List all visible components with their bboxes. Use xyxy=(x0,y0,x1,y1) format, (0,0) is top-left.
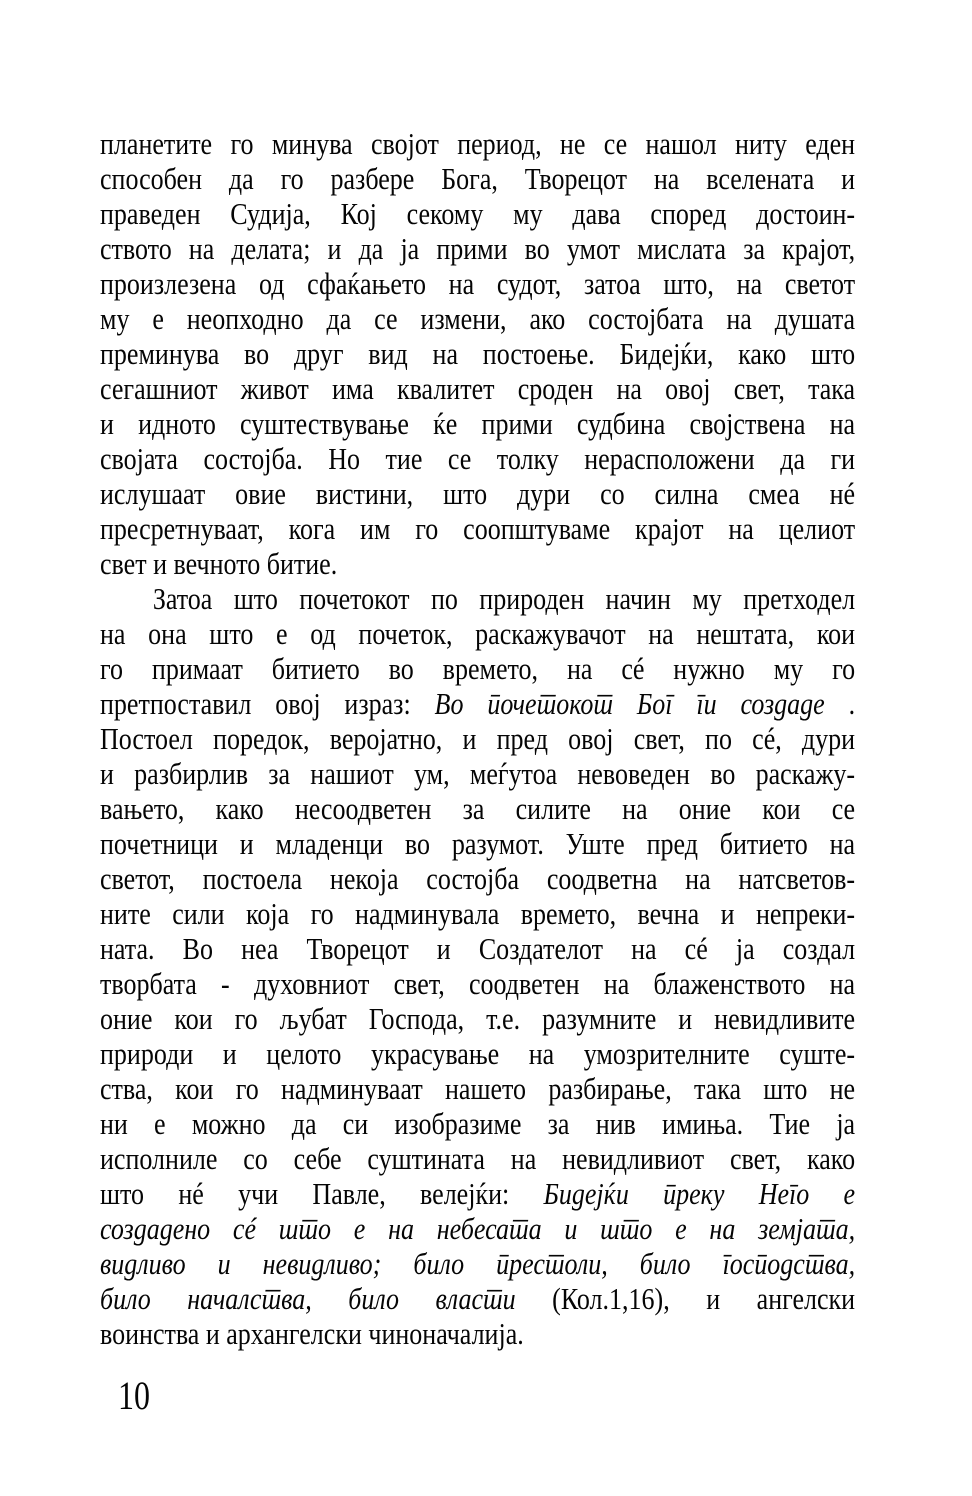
text-segment: природи и целото украсување на умозрителните суште- xyxy=(100,1036,856,1071)
text-line xyxy=(100,651,855,686)
text-line xyxy=(100,126,855,161)
text-line xyxy=(100,196,855,231)
text-line xyxy=(100,406,855,441)
text-line xyxy=(100,1281,855,1316)
italic-text-segment: Во почетокот Бог ги создаде xyxy=(434,686,825,721)
text-line xyxy=(100,1211,855,1246)
text-line xyxy=(100,826,855,861)
page-number: 10 xyxy=(118,1373,150,1418)
text-segment: на она што е од почеток, раскажувачот на нештата, кои xyxy=(100,616,856,651)
text-segment: сегашниот живот има квалитет сроден на овој свет, така xyxy=(100,371,856,406)
text-line xyxy=(100,931,855,966)
text-block xyxy=(100,126,855,1351)
text-line xyxy=(100,1071,855,1106)
text-segment: ните сили која го надминувала времето, вечна и непреки- xyxy=(100,896,856,931)
italic-text-segment: создадено сé што е на небесата и што е на земјата, xyxy=(100,1211,856,1246)
italic-text-segment: Бидејќи преку Него е xyxy=(543,1176,856,1211)
text-segment: што нé учи Павле, велејќи: xyxy=(100,1176,544,1211)
text-line xyxy=(100,721,855,756)
text-segment: Постоел поредок, веројатно, и пред овој свет, по сé, дури xyxy=(100,721,856,756)
text-line xyxy=(100,266,855,301)
italic-text-segment: видливо и невидливо; било престоли, било господства, xyxy=(100,1246,856,1281)
text-line xyxy=(100,546,855,581)
text-line xyxy=(100,1176,855,1211)
text-line xyxy=(100,686,855,721)
text-line xyxy=(100,581,855,616)
text-segment: пресретнуваат, кога им го соопштуваме крајот на целиот xyxy=(100,511,856,546)
text-segment: му е неопходно да се измени, ако состојбата на душата xyxy=(100,301,856,336)
text-segment: и идното суштествување ќе прими судбина својствена на xyxy=(100,406,856,441)
text-segment: ни е можно да си изобразиме за нив имиња. Тие ја xyxy=(100,1106,856,1141)
text-line xyxy=(100,1141,855,1176)
text-line xyxy=(100,1106,855,1141)
text-segment: . xyxy=(824,686,856,721)
text-segment: творбата - духовниот свет, соодветен на блаженството на xyxy=(100,966,856,1001)
text-segment: ислушаат овие вистини, што дури со силна смеа нé xyxy=(100,476,856,511)
text-line xyxy=(100,896,855,931)
text-line xyxy=(100,966,855,1001)
text-segment: ната. Во неа Творецот и Создателот на сé ја создал xyxy=(100,931,856,966)
text-segment: (Кол.1,16), и ангелски xyxy=(515,1281,856,1316)
text-line xyxy=(100,336,855,371)
text-segment: оние кои го љубат Господа, т.е. разумните и невидливите xyxy=(100,1001,856,1036)
text-line xyxy=(100,301,855,336)
text-segment: способен да го разбере Бога, Творецот на вселената и xyxy=(100,161,856,196)
text-line xyxy=(100,511,855,546)
text-segment: Затоа што почетокот по природен начин му претходел xyxy=(152,581,856,616)
text-line xyxy=(100,476,855,511)
text-segment: исполниле со себе суштината на невидливиот свет, како xyxy=(100,1141,856,1176)
text-segment: претпоставил овој израз: xyxy=(100,686,435,721)
text-line xyxy=(100,861,855,896)
text-segment: својата состојба. Но тие се толку нерасположени да ги xyxy=(100,441,856,476)
text-segment: праведен Судија, Кој секому му дава според достоин- xyxy=(100,196,856,231)
text-segment: планетите го минува својот период, не се нашол ниту еден xyxy=(100,126,856,161)
text-line xyxy=(100,371,855,406)
text-segment: свет и вечното битие. xyxy=(100,546,338,581)
text-segment: го примаат битието во времето, на сé нужно му го xyxy=(100,651,856,686)
text-segment: и разбирлив за нашиот ум, меѓутоа невоведен во раскажу- xyxy=(100,756,856,791)
text-line xyxy=(100,1316,855,1351)
text-line xyxy=(100,616,855,651)
text-line xyxy=(100,1036,855,1071)
text-segment: преминува во друг вид на постоење. Бидејќи, како што xyxy=(100,336,856,371)
italic-text-segment: било началства, било власти xyxy=(100,1281,516,1316)
text-segment: вањето, како несоодветен за силите на оние кои се xyxy=(100,791,856,826)
text-segment: воинства и архангелски чиноначалија. xyxy=(100,1316,524,1351)
text-line xyxy=(100,161,855,196)
text-segment: ството на делата; и да ја прими во умот мислата за крајот, xyxy=(100,231,856,266)
text-segment: светот, постоела некоја состојба соодветна на натсветов- xyxy=(100,861,856,896)
text-line xyxy=(100,756,855,791)
text-line xyxy=(100,791,855,826)
text-segment: почетници и младенци во разумот. Уште пред битието на xyxy=(100,826,856,861)
text-line xyxy=(100,441,855,476)
text-line xyxy=(100,231,855,266)
text-line xyxy=(100,1001,855,1036)
text-segment: произлезена од сфаќањето на судот, затоа што, на светот xyxy=(100,266,856,301)
text-segment: ства, кои го надминуваат нашето разбирање, така што не xyxy=(100,1071,856,1106)
text-line xyxy=(100,1246,855,1281)
